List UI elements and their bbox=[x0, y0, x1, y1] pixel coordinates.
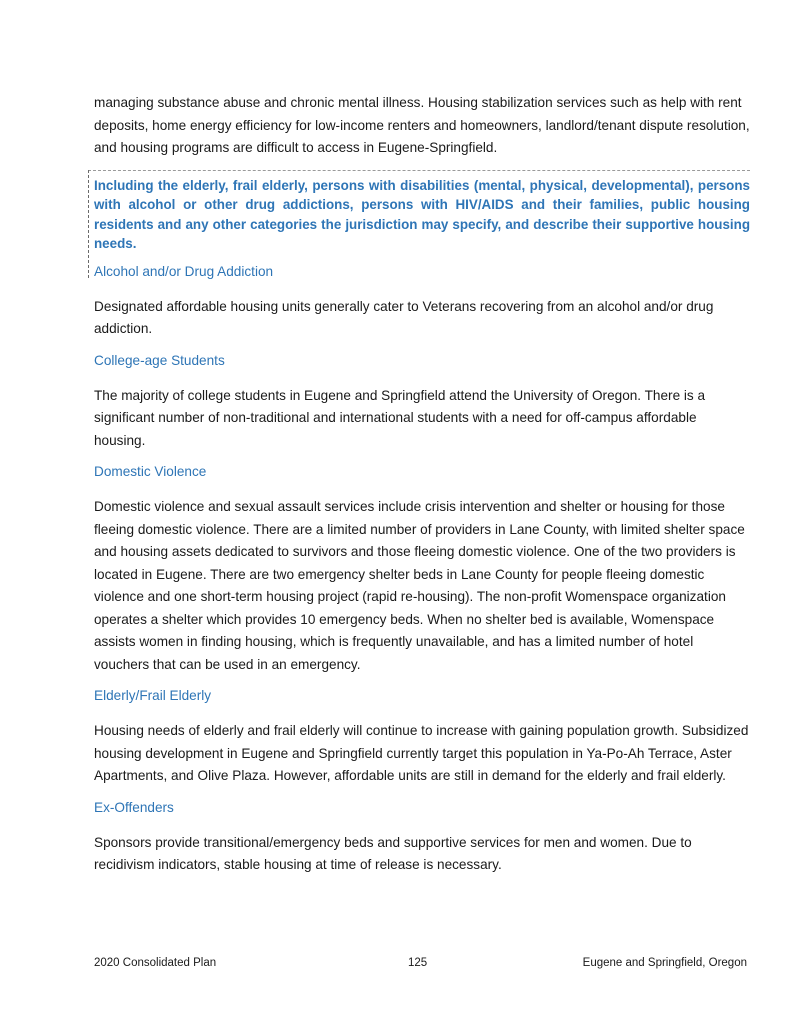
section-body-alcohol-drug: Designated affordable housing units generally cater to Veterans recovering from an alcohol and/or drug addiction. bbox=[94, 298, 714, 336]
section-body-ex-offenders: Sponsors provide transitional/emergency beds and supportive services for men and women. Due to recidivism indicators, stable housing at time of release is necessary. bbox=[94, 834, 692, 872]
footer-jurisdiction: Eugene and Springfield, Oregon bbox=[582, 957, 747, 969]
question-divider-left bbox=[88, 170, 89, 278]
section-heading-college-students: College-age Students bbox=[94, 352, 225, 368]
question-text: Including the elderly, frail elderly, persons with disabilities (mental, physical, developmental), persons with alcohol or other drug addictions, persons with HIV/AIDS and their families, public housing residents and any other categories the jurisdiction may specify, and describe their supportive housing needs. bbox=[94, 177, 750, 251]
page-footer bbox=[94, 957, 747, 975]
question-block bbox=[94, 170, 750, 254]
section-body-college-students: The majority of college students in Eugene and Springfield attend the University of Oregon. There is a significant number of non-traditional and international students with a need for off-campus affordable housing. bbox=[94, 387, 706, 448]
section-heading-elderly: Elderly/Frail Elderly bbox=[94, 688, 212, 703]
footer-plan-title: 2020 Consolidated Plan bbox=[94, 957, 217, 969]
section-body-domestic-violence: Domestic violence and sexual assault services include crisis intervention and shelter or housing for those fleeing domestic violence. There are a limited number of providers in Lane County, with limited shelter space and housing assets dedicated to survivors and those fleeing domestic violence. One of the two providers is located in Eugene. There are two emergency shelter beds in Lane County for people fleeing domestic violence and one short-term housing project (rapid re-housing). The non-profit Womenspace organization operates a shelter which provides 10 emergency beds. When no shelter bed is available, Womenspace assists women in finding housing, which is frequently unavailable, and has a limited number of hotel vouchers that can be used in an emergency. bbox=[94, 499, 745, 672]
question-divider-top bbox=[88, 170, 750, 171]
section-body-elderly: Housing needs of elderly and frail elderly will continue to increase with gaining population growth. Subsidized housing development in Eugene and Springfield currently target this population in Ya-Po-Ah Terrace, Aster Apartments, and Olive Plaza. However, affordable units are still in demand for the elderly and frail elderly. bbox=[94, 723, 749, 783]
section-heading-alcohol-drug: Alcohol and/or Drug Addiction bbox=[94, 263, 274, 279]
section-heading-ex-offenders: Ex-Offenders bbox=[94, 799, 174, 815]
section-heading-domestic-violence: Domestic Violence bbox=[94, 464, 207, 479]
document-page bbox=[94, 92, 750, 887]
footer-page-number: 125 bbox=[408, 957, 428, 969]
intro-paragraph: managing substance abuse and chronic mental illness. Housing stabilization services such as help with rent deposits, home energy efficiency for low-income renters and homeowners, landlord/tenant dispute resolution, and housing programs are difficult to access in Eugene-Springfield. bbox=[94, 95, 750, 155]
